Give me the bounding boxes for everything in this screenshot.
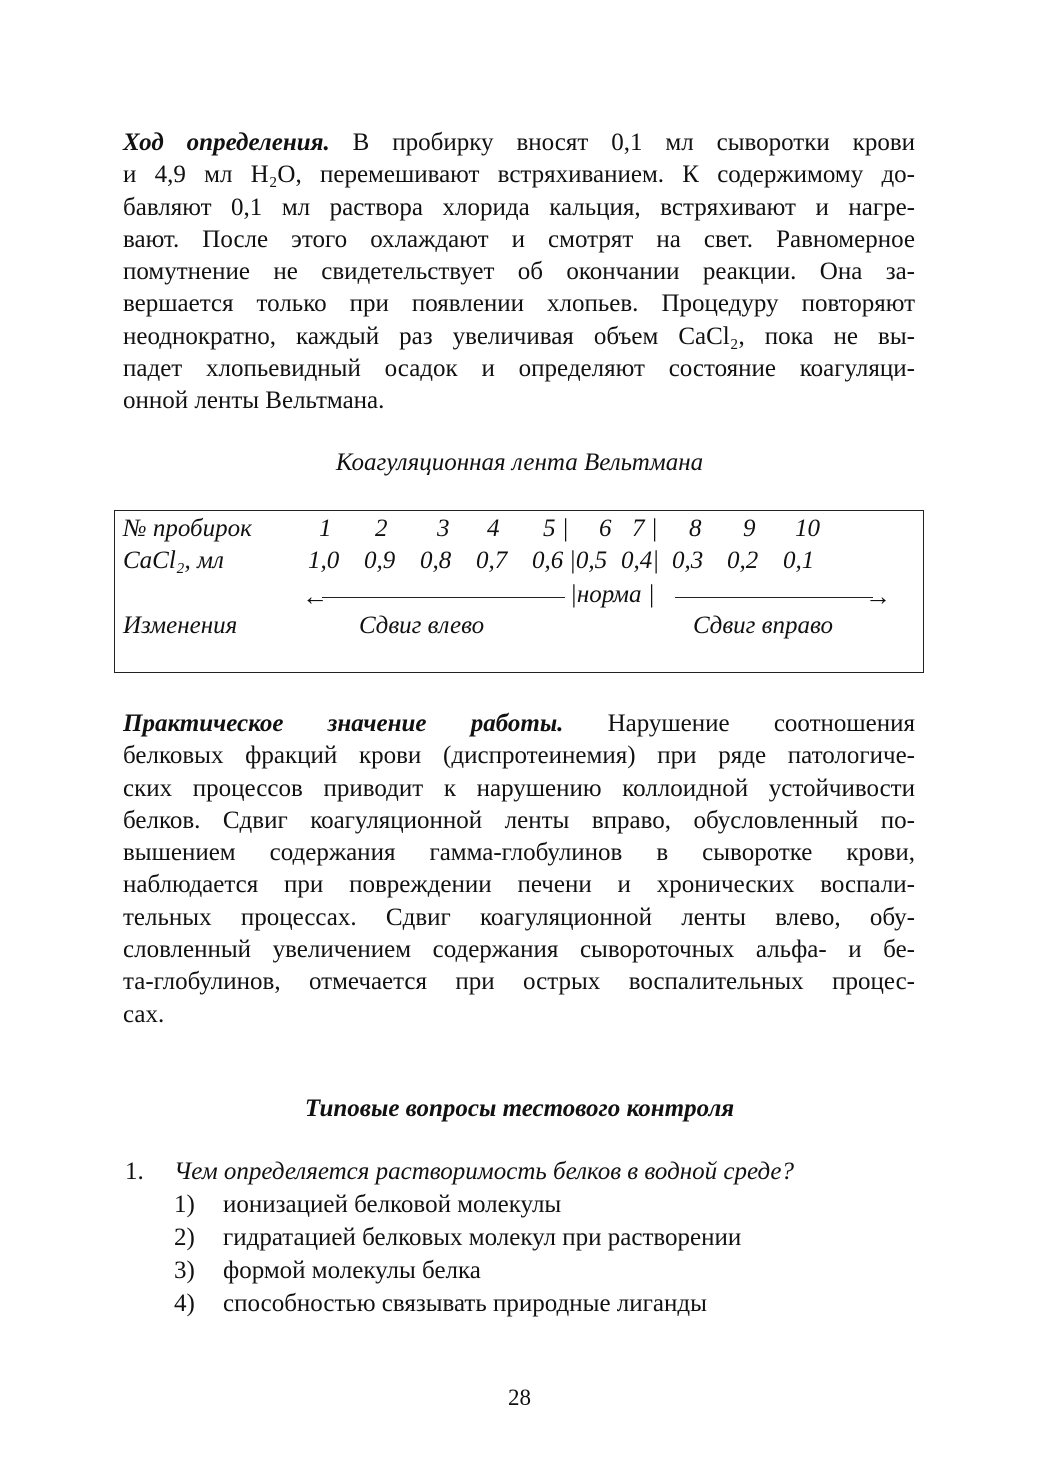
tube-number: 8 [689, 515, 702, 542]
option-text: гидратацией белковых молекул при растворении [223, 1224, 742, 1251]
paragraph-line: сах. [123, 1000, 165, 1028]
paragraph-line: ских процессов приводит к нарушению коллоидной устойчивости [123, 774, 915, 802]
paragraph-line: белковых фракций крови (диспротеинемия) при ряде патологиче- [123, 742, 915, 770]
right-arrow-icon: → [865, 582, 891, 611]
table-caption: Коагуляционная лента Вельтмана [335, 449, 704, 476]
tube-number: 6 [599, 515, 612, 542]
cacl2-volume: 0,9 [364, 547, 396, 574]
paragraph-line: бавляют 0,1 мл раствора хлорида кальция, встряхивают и нагре- [123, 193, 915, 221]
tube-number: 1 [319, 515, 332, 542]
cacl2-volume: 0,1 [783, 547, 815, 574]
paragraph-line: онной ленты Вельтмана. [123, 387, 385, 415]
paragraph-line: та-глобулинов, отмечается при острых воспалительных процес- [123, 968, 915, 996]
paragraph-line: белков. Сдвиг коагуляционной ленты вправо, обусловленный по- [123, 806, 915, 834]
tube-number: 5 | [543, 515, 569, 542]
paragraph-line: неоднократно, каждый раз увеличивая объем CaCl₂, пока не вы- [123, 322, 915, 350]
section-title: Типовые вопросы тестового контроля [304, 1095, 735, 1122]
line-text: В пробирку вносят 0,1 мл сыворотки крови [329, 129, 915, 156]
paragraph-line: вают. После этого охлаждают и смотрят на свет. Равномерное [123, 225, 915, 253]
right-shift-line [675, 597, 873, 598]
paragraph-line: наблюдается при повреждении печени и хронических воспали- [123, 871, 915, 899]
cacl2-volume: 0,3 [672, 547, 704, 574]
option-text: ионизацией белковой молекулы [223, 1191, 562, 1218]
paragraph-line: вышением содержания гамма-глобулинов в сыворотке крови, [123, 839, 915, 867]
practical-heading: Практическое значение работы. [123, 710, 564, 737]
line-text: Нарушение соотношения [563, 710, 916, 737]
procedure-heading: Ход определения. [123, 129, 330, 156]
coagulation-band-table [114, 510, 924, 673]
paragraph-line: помутнение не свидетельствует об окончании реакции. Она за- [123, 258, 915, 286]
row-label-changes: Изменения [123, 612, 238, 639]
option-text: способностью связывать природные лиганды [223, 1290, 707, 1317]
paragraph-line: вершается только при появлении хлопьев. Процедуру повторяют [123, 290, 915, 318]
practical-significance-paragraph [123, 708, 915, 1031]
tube-number: 9 [743, 515, 756, 542]
paragraph-line: словленный увеличением содержания сывороточных альфа- и бе- [123, 936, 915, 964]
tube-number: 7 | [632, 515, 658, 542]
paragraph-line: падет хлопьевидный осадок и определяют состояние коагуляци- [123, 355, 915, 383]
question-number: 1. [125, 1158, 144, 1185]
row-label-cacl2: CaCl₂, мл [123, 547, 224, 574]
tube-number: 4 [487, 515, 500, 542]
norm-label: |норма | [570, 581, 655, 608]
cacl2-volume: |0,5 [569, 547, 608, 574]
cacl2-volume: 0,6 [532, 547, 564, 574]
tube-number: 2 [375, 515, 388, 542]
paragraph-line: и 4,9 мл H₂O, перемешивают встряхиванием. К содержимому до- [123, 161, 915, 189]
left-arrow-icon: ← [302, 582, 328, 611]
page-number: 28 [508, 1385, 531, 1410]
left-shift-line [322, 597, 565, 598]
option-text: формой молекулы белка [223, 1257, 481, 1284]
option-number: 1) [174, 1191, 195, 1218]
paragraph-line [123, 127, 915, 159]
right-shift-label: Сдвиг вправо [693, 612, 834, 639]
option-number: 2) [174, 1224, 195, 1251]
procedure-paragraph [123, 127, 915, 418]
tube-number: 3 [437, 515, 450, 542]
tube-number: 10 [795, 515, 820, 542]
left-shift-label: Сдвиг влево [359, 612, 485, 639]
cacl2-volume: 0,4| [621, 547, 660, 574]
question-text: Чем определяется растворимость белков в водной среде? [174, 1158, 795, 1185]
cacl2-volume: 0,2 [727, 547, 759, 574]
row-label-tubes: № пробирок [123, 515, 252, 542]
cacl2-volume: 1,0 [308, 547, 340, 574]
cacl2-volume: 0,8 [420, 547, 452, 574]
option-number: 4) [174, 1290, 195, 1317]
paragraph-line [123, 708, 915, 740]
cacl2-volume: 0,7 [476, 547, 508, 574]
paragraph-line: тельных процессах. Сдвиг коагуляционной ленты влево, обу- [123, 903, 915, 931]
option-number: 3) [174, 1257, 195, 1284]
